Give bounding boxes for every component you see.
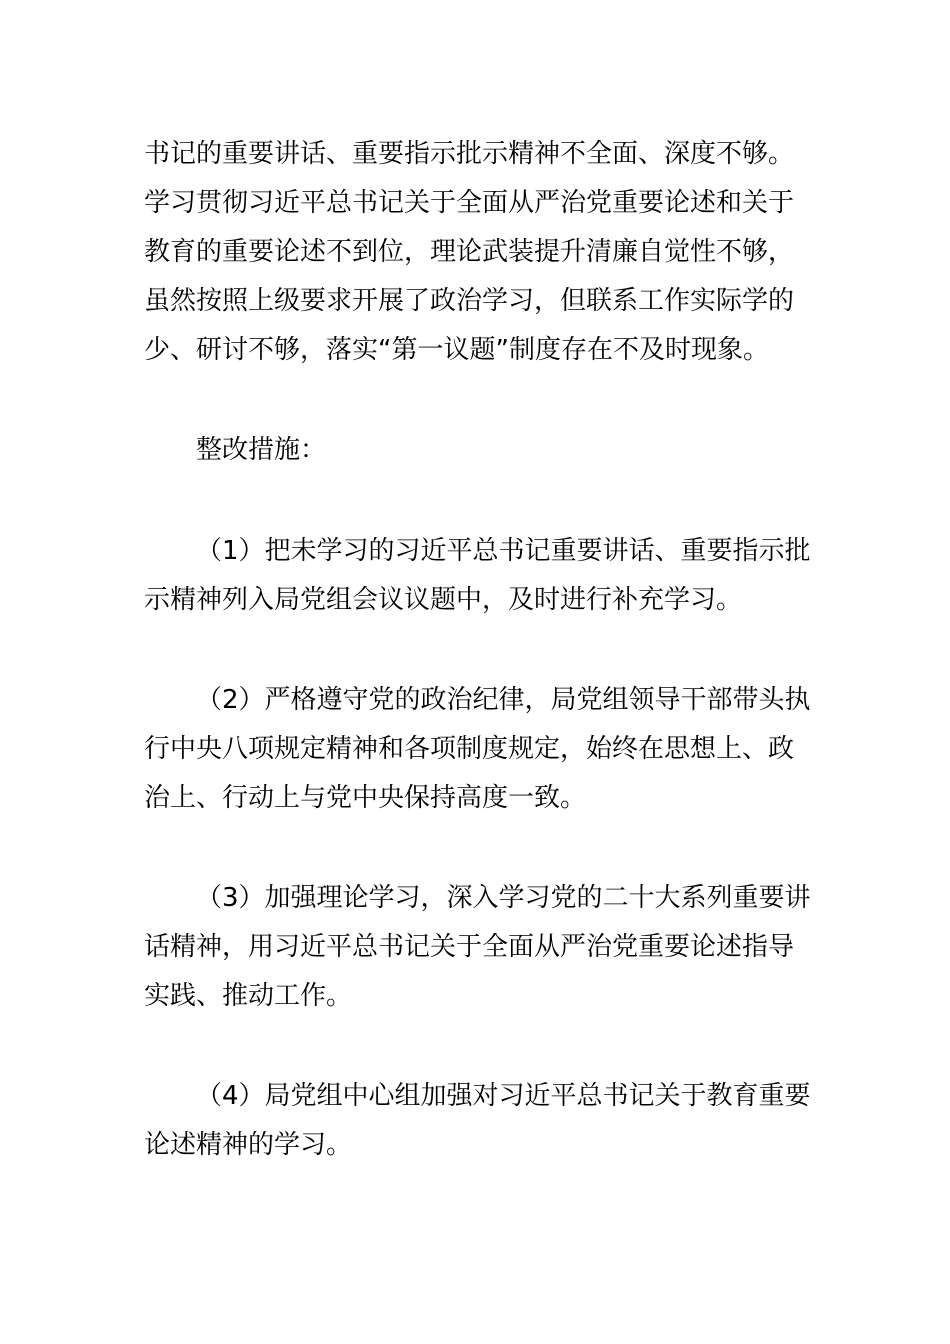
text-line: 行中央八项规定精神和各项制度规定，始终在思想上、政 — [144, 734, 795, 764]
text-line: 少、研讨不够，落实“第一议题”制度存在不及时现象。 — [144, 335, 769, 365]
text-line: 教育的重要论述不到位，理论武装提升清廉自觉性不够， — [144, 237, 795, 267]
text-line: （4）局党组中心组加强对习近平总书记关于教育重要 — [196, 1081, 811, 1111]
text-line: 示精神列入局党组会议议题中，及时进行补充学习。 — [144, 585, 743, 615]
text-line: 书记的重要讲话、重要指示批示精神不全面、深度不够。 — [144, 139, 795, 169]
text-line: 虽然按照上级要求开展了政治学习，但联系工作实际学的 — [144, 286, 795, 316]
text-line: 实践、推动工作。 — [144, 981, 353, 1011]
section-heading: 整改措施： — [196, 435, 327, 465]
text-line: 治上、行动上与党中央保持高度一致。 — [144, 783, 587, 813]
text-line: 论述精神的学习。 — [144, 1130, 353, 1160]
text-line: 学习贯彻习近平总书记关于全面从严治党重要论述和关于 — [144, 188, 795, 218]
text-line: （2）严格遵守党的政治纪律，局党组领导干部带头执 — [196, 685, 811, 715]
text-line: （1）把未学习的习近平总书记重要讲话、重要指示批 — [196, 536, 811, 566]
text-line: 话精神，用习近平总书记关于全面从严治党重要论述指导 — [144, 932, 795, 962]
text-line: （3）加强理论学习，深入学习党的二十大系列重要讲 — [196, 883, 811, 913]
